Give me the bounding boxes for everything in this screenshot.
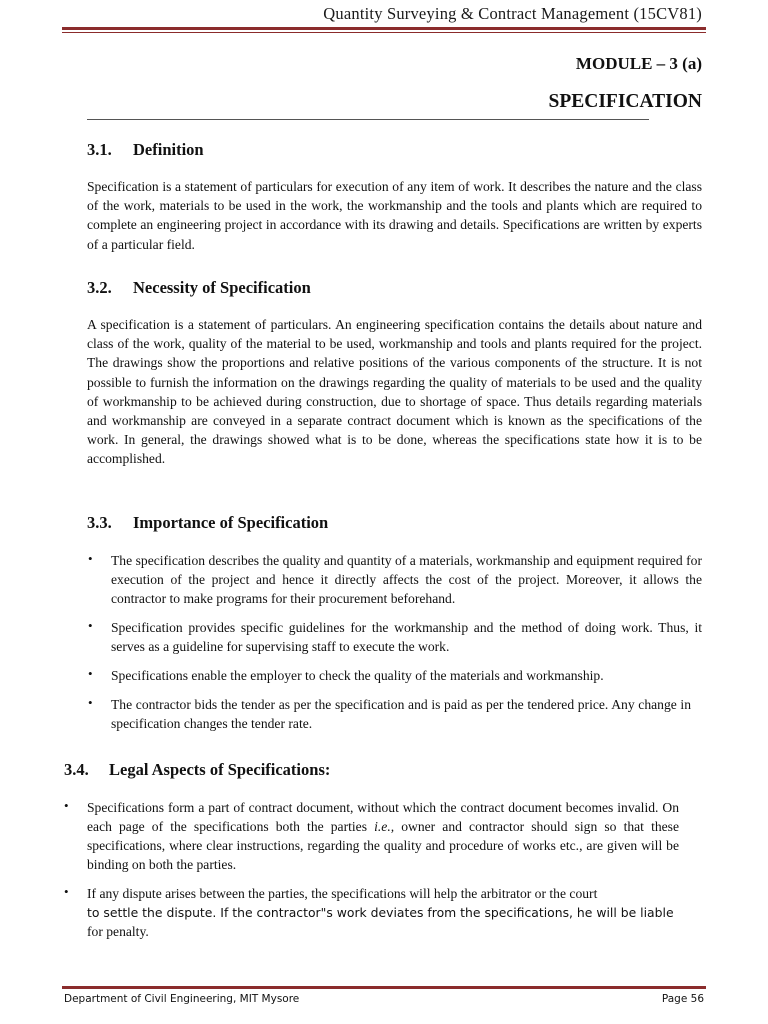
page-title: SPECIFICATION bbox=[548, 91, 702, 112]
header-rule bbox=[62, 27, 706, 30]
list-item bbox=[87, 798, 679, 874]
bullet-icon: • bbox=[88, 695, 93, 710]
section-number: 3.3. bbox=[87, 513, 112, 532]
list-item: The specification describes the quality and quantity of a materials, workmanship and equipment required for execution of the project and hence it directly affects the cost of the project. Moreover, it allows the contractor to make programs for their procurement beforehand. bbox=[111, 553, 702, 606]
list-item bbox=[87, 884, 687, 941]
section-number: 3.1. bbox=[87, 140, 112, 159]
bullet-icon: • bbox=[64, 798, 69, 813]
section-title: Necessity of Specification bbox=[133, 278, 311, 297]
list-item-text: Specifications form a part of contract document, without which the contract document becomes invalid. On each page of the specifications both the parties bbox=[87, 800, 679, 834]
bullet-icon: • bbox=[64, 884, 69, 899]
section-heading-3-1 bbox=[87, 140, 204, 160]
title-underline bbox=[87, 119, 649, 120]
paragraph-definition: Specification is a statement of particulars for execution of any item of work. It describes the nature and the class of the work, materials to be used in the work, the workmanship and the tools and plants which are required to complete an engineering project in accordance with its drawing and details. Specifications are written by experts of a particular field. bbox=[87, 179, 702, 252]
bullet-icon: • bbox=[88, 618, 93, 633]
paragraph-necessity: A specification is a statement of particulars. An engineering specification contains the details about nature and class of the work, quality of the material to be used, workmanship and tools and plants required for the project. The drawings show the proportions and relative positions of the various components of the structure. It is not possible to furnish the information on the drawings regarding the quality of materials to be used and the quality of workmanship to be achieved during construction, due to shortage of space. Thus details regarding materials and workmanship are conveyed in a separate contract document which is known as the specifications of the work. In general, the drawings showed what is to be done, whereas the specifications state how it is to be accomplished. bbox=[87, 317, 702, 467]
bullet-icon: • bbox=[88, 551, 93, 566]
section-title: Definition bbox=[133, 140, 204, 159]
footer-department: Department of Civil Engineering, MIT Mysore bbox=[64, 993, 300, 1005]
list-item: The contractor bids the tender as per the specification and is paid as per the tendered price. Any change in specification changes the tender rate. bbox=[111, 697, 691, 731]
list-item-line: If any dispute arises between the parties, the specifications will help the arbitrator or the court bbox=[87, 886, 598, 901]
list-item-line: to settle the dispute. If the contractor"s work deviates from the specifications, he will be liable bbox=[87, 905, 674, 920]
section-number: 3.2. bbox=[87, 278, 112, 297]
section-heading-3-4 bbox=[64, 760, 330, 780]
section-title: Legal Aspects of Specifications: bbox=[109, 760, 331, 779]
section-title: Importance of Specification bbox=[133, 513, 329, 532]
list-item-emphasis: i.e., bbox=[374, 819, 395, 834]
section-heading-3-2 bbox=[87, 278, 311, 298]
footer-page-number: Page 56 bbox=[661, 993, 704, 1005]
footer-rule bbox=[62, 986, 706, 989]
list-item: Specification provides specific guidelines for the workmanship and the method of doing work. Thus, it serves as a guideline for supervising staff to execute the work. bbox=[111, 620, 702, 654]
list-item-text: owner and contractor should sign so that these specifications, where clear instructions, regarding the quality and procedure of works etc., are given will be binding on both the parties. bbox=[87, 819, 679, 872]
list-item: Specifications enable the employer to check the quality of the materials and workmanship. bbox=[111, 668, 604, 683]
section-heading-3-3 bbox=[87, 513, 328, 533]
module-label: MODULE – 3 (a) bbox=[575, 54, 702, 73]
bullet-icon: • bbox=[88, 666, 93, 681]
header-course-title: Quantity Surveying & Contract Management (15CV81) bbox=[323, 4, 702, 23]
header-rule-thin bbox=[62, 32, 706, 33]
list-item-line: for penalty. bbox=[87, 924, 149, 939]
section-number: 3.4. bbox=[64, 760, 89, 779]
